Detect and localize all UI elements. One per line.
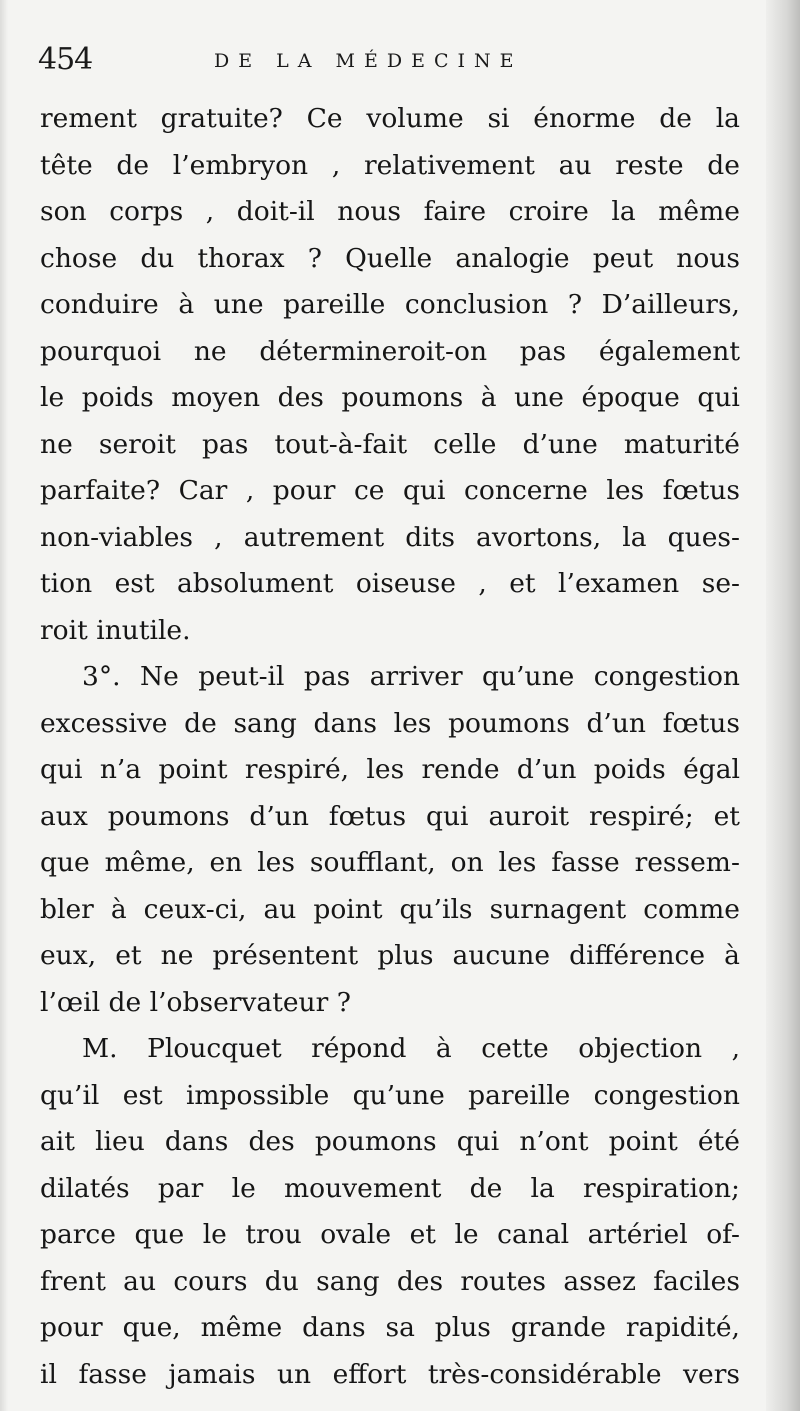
word: il	[40, 1358, 57, 1390]
body-text	[40, 96, 740, 1398]
word: énorme	[533, 103, 636, 134]
text-line	[40, 1026, 740, 1073]
word: pareille	[468, 1079, 571, 1111]
word: à	[724, 940, 740, 971]
text-line	[40, 282, 740, 329]
word: différence	[569, 940, 706, 971]
word: bler	[40, 893, 94, 925]
word: point	[158, 754, 228, 785]
word: une	[213, 289, 264, 320]
word: n’a	[99, 754, 142, 785]
word: est	[114, 568, 155, 599]
word: l’examen	[558, 568, 680, 599]
text-line	[40, 794, 740, 841]
word: absolument	[177, 568, 334, 599]
word: objection	[578, 1033, 703, 1064]
text-line	[40, 236, 740, 283]
text-line	[40, 840, 740, 887]
word: chose	[40, 242, 118, 274]
word: pas	[201, 428, 249, 460]
word: les	[606, 475, 645, 506]
word: se-	[701, 568, 740, 599]
word: auroit	[488, 800, 570, 832]
word: ,	[205, 196, 215, 227]
word: poumons	[341, 382, 464, 413]
text-line	[40, 933, 740, 980]
word: arriver	[369, 661, 463, 692]
word: peut	[592, 242, 654, 274]
word: excessive	[40, 707, 168, 739]
word: été	[697, 1126, 740, 1157]
word: ce	[353, 475, 385, 506]
word: ,	[731, 1033, 740, 1064]
word: et	[509, 568, 536, 599]
word: au	[558, 149, 592, 181]
word: aucune	[452, 940, 551, 971]
word: vers	[683, 1358, 740, 1390]
word: n’ont	[519, 1126, 589, 1157]
word: corps	[109, 196, 184, 227]
word: les	[366, 754, 405, 785]
word: si	[487, 103, 510, 134]
word: congestion	[593, 661, 740, 692]
word: détermineroit-on	[259, 335, 488, 367]
page-header	[38, 40, 738, 90]
word: 3°.	[82, 661, 121, 692]
word: nous	[337, 196, 401, 227]
word: ovale	[320, 1219, 392, 1250]
word: dans	[302, 1312, 366, 1343]
text-line	[40, 143, 740, 190]
word: de	[659, 103, 692, 134]
word: roit	[40, 614, 88, 646]
word: pas	[519, 335, 567, 367]
word: le	[40, 382, 65, 413]
word: surnagent	[489, 893, 627, 925]
word: d’un	[586, 707, 646, 739]
word: seroit	[98, 428, 176, 460]
word: dits	[405, 521, 455, 553]
word: concerne	[464, 475, 588, 506]
page-gutter-shadow	[766, 0, 800, 1411]
word: que	[40, 847, 90, 878]
word: à	[178, 289, 195, 320]
word: soufflant,	[309, 847, 436, 878]
text-line	[40, 375, 740, 422]
word: également	[598, 335, 740, 367]
word: grande	[510, 1312, 606, 1343]
word: la	[715, 103, 740, 134]
text-line	[40, 980, 740, 1027]
word: les	[393, 707, 432, 739]
text-line	[40, 1305, 740, 1352]
word: dilatés	[40, 1172, 130, 1204]
word: un	[276, 1358, 312, 1390]
word: gratuite?	[160, 103, 283, 134]
word: pour	[272, 475, 336, 506]
word: parce	[40, 1219, 116, 1250]
word: sa	[385, 1312, 415, 1343]
word: trou	[245, 1219, 302, 1250]
word: maturité	[623, 428, 740, 460]
word: plus	[434, 1312, 491, 1343]
word: comme	[643, 893, 740, 925]
text-line	[40, 189, 740, 236]
word: poids	[81, 382, 154, 413]
word: qui	[426, 800, 469, 832]
word: l’œil	[40, 986, 101, 1018]
word: dans	[313, 707, 377, 739]
word: la	[611, 196, 636, 227]
word: dans	[164, 1126, 229, 1157]
word: fasse	[551, 847, 620, 878]
word: canal	[497, 1219, 570, 1250]
word: ceux-ci,	[143, 893, 247, 925]
word: tion	[40, 568, 93, 599]
word: non-viables	[40, 521, 194, 553]
word: ques-	[667, 521, 740, 553]
word: aux	[40, 800, 88, 832]
word: époque	[581, 382, 680, 413]
word: moyen	[171, 382, 261, 413]
word: des	[248, 1126, 295, 1157]
word: effort	[332, 1358, 407, 1390]
word: d’un	[516, 754, 577, 785]
word: assez	[563, 1265, 636, 1297]
word: fœtus	[328, 800, 407, 832]
word: respiré,	[244, 754, 350, 785]
word: ne	[160, 940, 194, 971]
word: jamais	[168, 1358, 256, 1390]
word: de	[116, 149, 150, 181]
word: pourquoi	[40, 335, 162, 367]
word: est	[122, 1079, 163, 1111]
word: nous	[676, 242, 740, 274]
text-line	[40, 654, 740, 701]
word: Car	[178, 475, 228, 506]
word: D’ailleurs,	[601, 289, 740, 320]
word: eux,	[40, 940, 97, 971]
word: qu’une	[482, 661, 575, 692]
word: la	[530, 1172, 555, 1204]
word: mouvement	[284, 1172, 442, 1204]
text-line	[40, 1352, 740, 1399]
word: pour	[40, 1312, 103, 1343]
word: qu’une	[352, 1079, 445, 1111]
word: que	[134, 1219, 185, 1250]
word: lieu	[95, 1126, 145, 1157]
text-line	[40, 1073, 740, 1120]
word: que,	[122, 1312, 181, 1343]
word: respiration;	[583, 1172, 740, 1204]
word: tout-à-fait	[274, 428, 408, 460]
word: tête	[40, 149, 93, 181]
word: ait	[40, 1126, 75, 1157]
word: pas	[303, 661, 351, 692]
word: du	[264, 1265, 299, 1297]
word: ,	[214, 521, 223, 553]
word: l’embryon	[172, 149, 309, 181]
word: d’une	[522, 428, 598, 460]
word: frent	[40, 1265, 106, 1297]
word: au	[263, 893, 297, 925]
word: des	[277, 382, 324, 413]
text-line	[40, 1212, 740, 1259]
text-line	[40, 1166, 740, 1213]
word: qu’il	[40, 1079, 100, 1111]
text-line	[40, 561, 740, 608]
word: reste	[615, 149, 684, 181]
word: analogie	[455, 242, 570, 274]
text-line	[40, 515, 740, 562]
word: de	[469, 1172, 503, 1204]
word: Quelle	[345, 242, 433, 274]
word: l’observateur	[149, 986, 329, 1018]
word: M.	[82, 1033, 118, 1064]
word: ressem-	[634, 847, 740, 878]
text-line	[40, 747, 740, 794]
word: les	[498, 847, 537, 878]
text-line	[40, 608, 740, 655]
word: qui	[697, 382, 740, 413]
word: impossible	[185, 1079, 330, 1111]
word: inutile.	[96, 614, 191, 646]
word: qui	[403, 475, 446, 506]
word: une	[514, 382, 564, 413]
word: thorax	[197, 242, 285, 274]
word: rende	[421, 754, 500, 785]
word: ?	[336, 986, 351, 1018]
word: point	[608, 1126, 678, 1157]
text-line	[40, 887, 740, 934]
word: répond	[311, 1033, 407, 1064]
word: cours	[173, 1265, 248, 1297]
word: celle	[433, 428, 497, 460]
word: peut-il	[198, 661, 285, 692]
word: à	[435, 1033, 452, 1064]
word: artériel	[587, 1219, 688, 1250]
word: même,	[104, 847, 195, 878]
word: on	[450, 847, 484, 878]
word: le	[454, 1219, 479, 1250]
word: d’un	[249, 800, 309, 832]
word: oiseuse	[355, 568, 456, 599]
word: présentent	[212, 940, 359, 971]
text-line	[40, 422, 740, 469]
word: pareille	[283, 289, 386, 320]
word: parfaite?	[40, 475, 161, 506]
word: doit-il	[236, 196, 315, 227]
word: ,	[331, 149, 341, 181]
word: son	[40, 196, 87, 227]
word: of-	[706, 1219, 740, 1250]
word: faire	[423, 196, 486, 227]
text-line	[40, 96, 740, 143]
word: Ce	[306, 103, 343, 134]
word: sang	[233, 707, 297, 739]
word: du	[140, 242, 175, 274]
word: respiré;	[588, 800, 694, 832]
word: fasse	[78, 1358, 147, 1390]
text-line	[40, 1119, 740, 1166]
word: ne	[40, 428, 73, 460]
word: qui	[40, 754, 83, 785]
word: poumons	[314, 1126, 437, 1157]
word: qui	[456, 1126, 500, 1157]
word: fœtus	[662, 707, 740, 739]
word: ?	[567, 289, 583, 320]
word: croire	[508, 196, 589, 227]
word: conclusion	[404, 289, 549, 320]
word: rapidité,	[625, 1312, 740, 1343]
word: fœtus	[662, 475, 740, 506]
word: au	[123, 1265, 157, 1297]
word: même	[658, 196, 740, 227]
word: congestion	[593, 1079, 740, 1111]
word: égal	[683, 754, 740, 785]
text-line	[40, 329, 740, 376]
word: par	[157, 1172, 204, 1204]
word: la	[622, 521, 647, 553]
word: ?	[307, 242, 322, 274]
word: et	[115, 940, 142, 971]
word: le	[202, 1219, 227, 1250]
word: à	[480, 382, 497, 413]
word: poids	[593, 754, 666, 785]
word: point	[313, 893, 383, 925]
text-line	[40, 701, 740, 748]
word: à	[110, 893, 127, 925]
text-line	[40, 1259, 740, 1306]
word: très-considérable	[427, 1358, 662, 1390]
word: en	[209, 847, 243, 878]
word: de	[184, 707, 217, 739]
word: conduire	[40, 289, 159, 320]
word: qu’ils	[399, 893, 473, 925]
word: plus	[377, 940, 434, 971]
word: rement	[40, 103, 137, 134]
word: ne	[193, 335, 227, 367]
word: les	[257, 847, 295, 878]
word: volume	[366, 103, 464, 134]
word: et	[409, 1219, 436, 1250]
word: sang	[316, 1265, 380, 1297]
word: ,	[478, 568, 487, 599]
word: routes	[460, 1265, 547, 1297]
word: cette	[481, 1033, 549, 1064]
word: de	[108, 986, 142, 1018]
word: avortons,	[476, 521, 602, 553]
word: et	[713, 800, 740, 832]
page-number: 454	[38, 42, 93, 77]
word: relativement	[363, 149, 535, 181]
word: autrement	[243, 521, 385, 553]
word: le	[231, 1172, 256, 1204]
word: faciles	[653, 1265, 740, 1297]
word: même	[200, 1312, 283, 1343]
word: des	[396, 1265, 444, 1297]
word: poumons	[448, 707, 570, 739]
word: Ne	[139, 661, 179, 692]
text-line	[40, 468, 740, 515]
page-left-edge	[0, 0, 8, 1411]
word: ,	[245, 475, 255, 506]
word: de	[707, 149, 740, 181]
word: Ploucquet	[147, 1033, 282, 1064]
running-title: DE LA MÉDECINE	[214, 50, 523, 72]
word: poumons	[107, 800, 230, 832]
